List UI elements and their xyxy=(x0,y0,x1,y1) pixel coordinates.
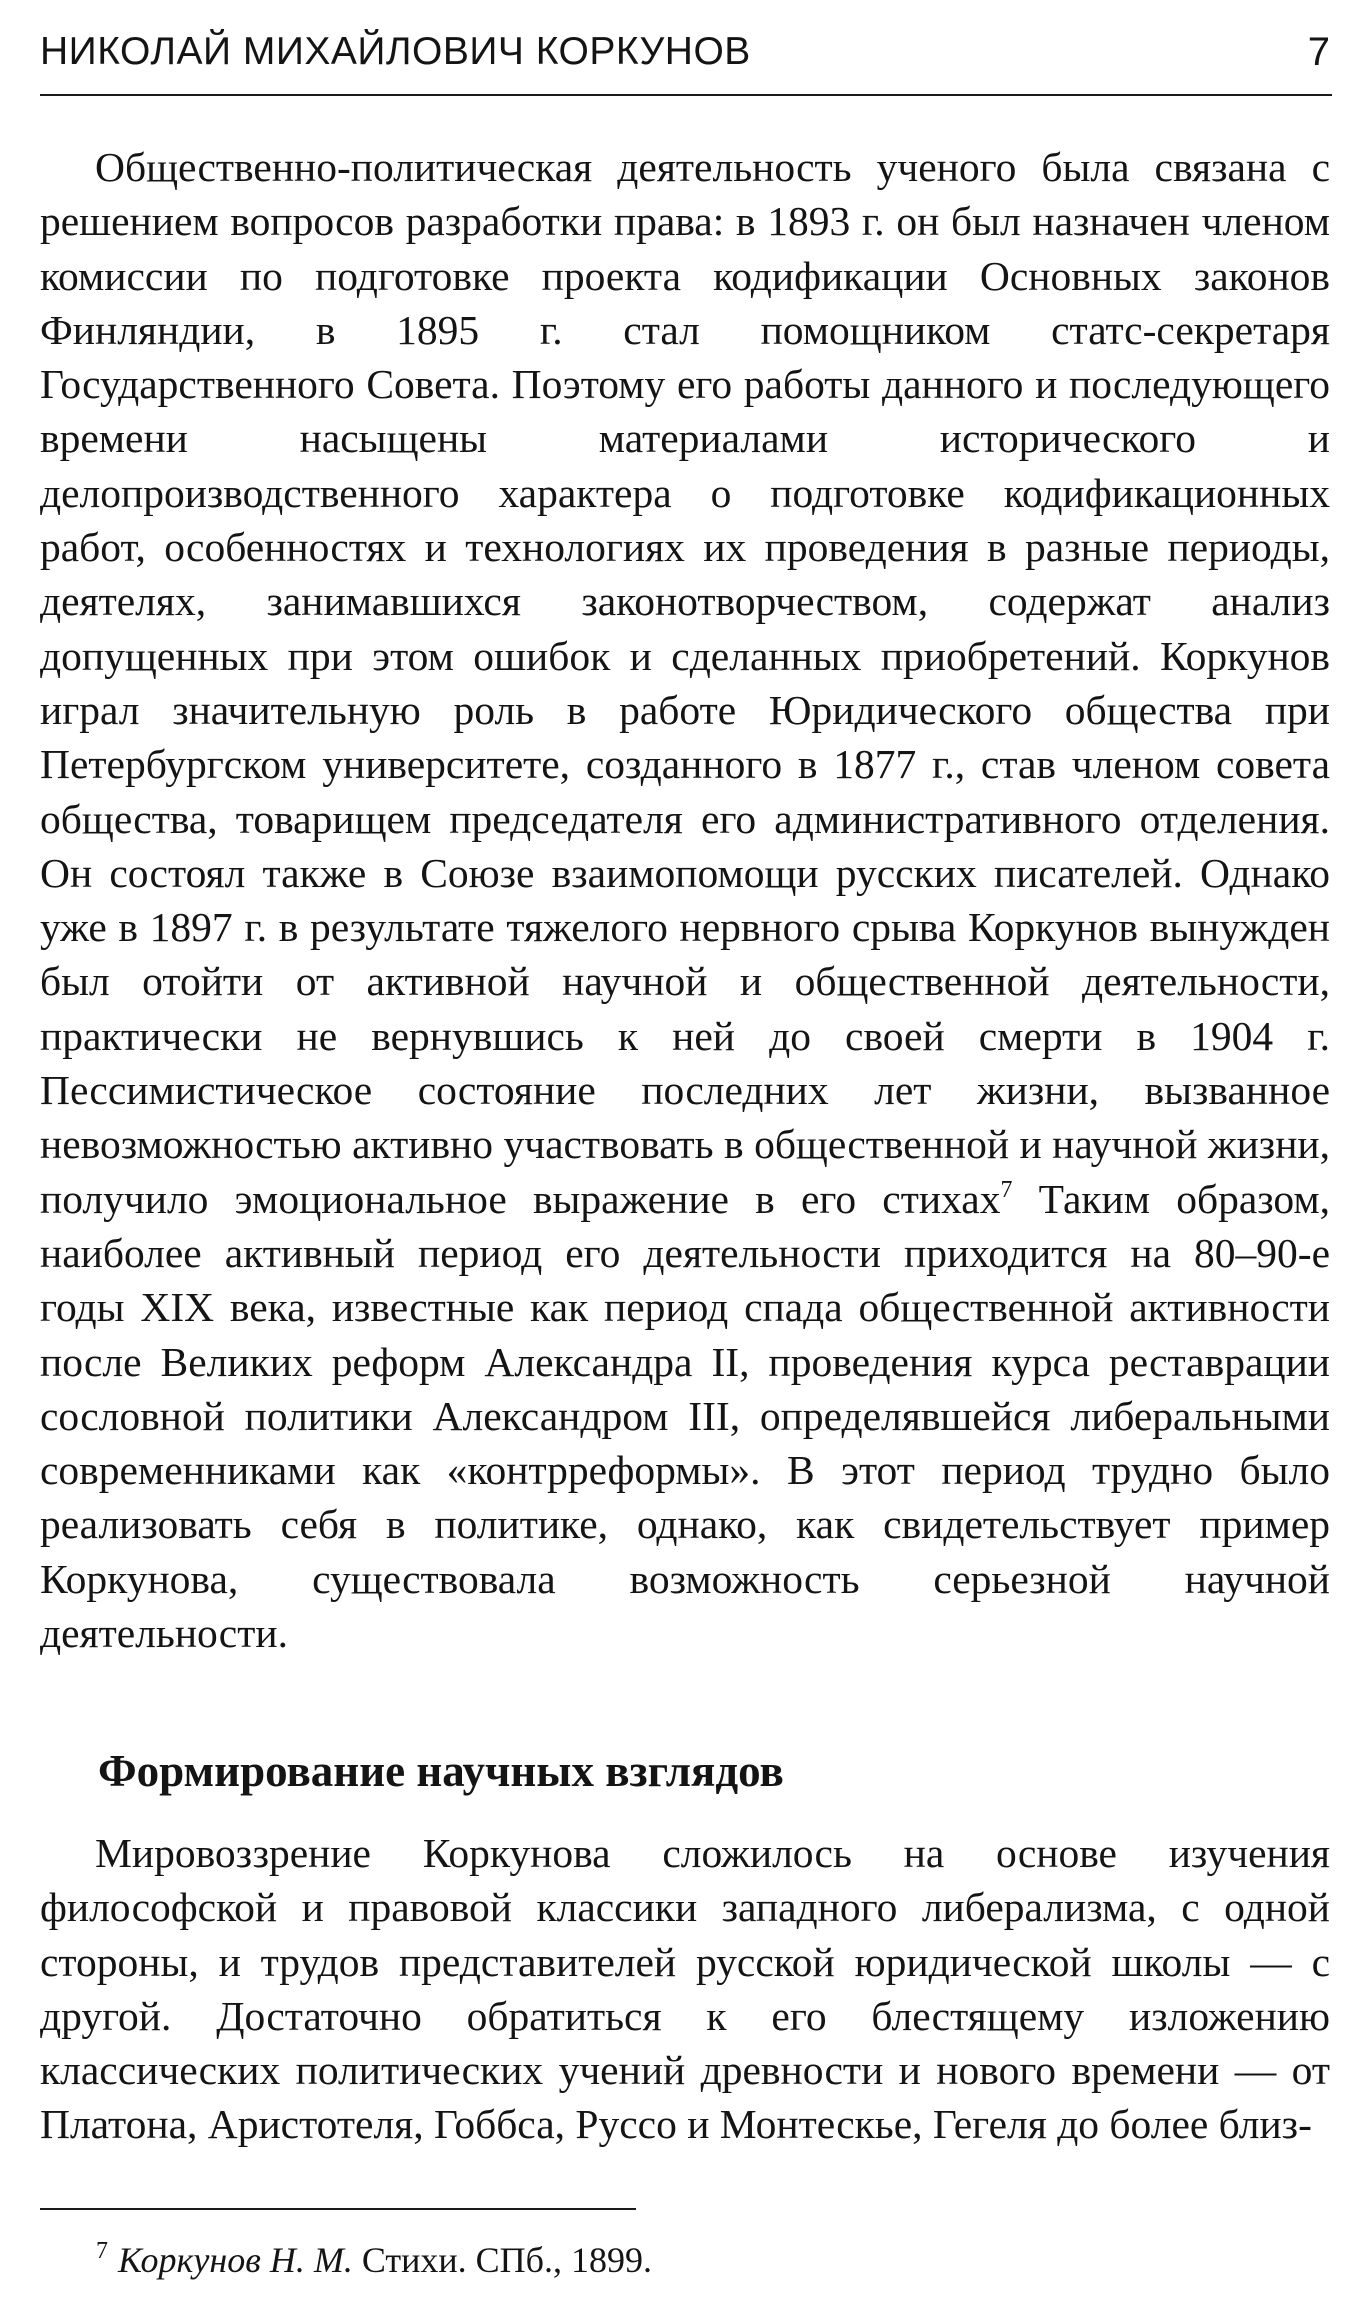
paragraph-text: Общественно-политическая деятельность ученого была связана с решением вопросов разработки права: в 1893 г. он был назначен членом комиссии по подготовке проекта кодификации Основных законов Финляндии, в 1895 г. стал помощником статс-секретаря Государственного Совета. Поэтому его работы данного и последующего времени насыщены материалами исторического и делопроизводственного характера о подготовке кодификационных работ, особенностях и технологиях их проведения в разные периоды, деятелях, занимавшихся законотворчеством, содержат анализ допущенных при этом ошибок и сделанных приобретений. Коркунов играл значительную роль в работе Юридического общества при Петербургском университете, созданного в 1877 г., став членом совета общества, товарищем председателя его административного отделения. Он состоял также в Союзе взаимопомощи русских писателей. Однако уже в 1897 г. в результате тяжелого нервного срыва Коркунов вынужден был отойти от активной научной и общественной деятельности, практически не вернувшись к ней до своей смерти в 1904 г. Пессимистическое состояние последних лет жизни, вызванное невозможностью активно участвовать в общественной и научной жизни, получило эмоциональное выражение в его стихах xyxy=(40,144,1330,1222)
footnote-rule xyxy=(40,2208,636,2210)
section-heading: Формирование научных взглядов xyxy=(98,1746,784,1796)
paragraph xyxy=(40,140,1330,1660)
main-text xyxy=(40,140,1330,1660)
running-head-title: НИКОЛАЙ МИХАЙЛОВИЧ КОРКУНОВ xyxy=(40,30,751,73)
footnote-source: Стихи. СПб., 1899. xyxy=(352,2240,652,2280)
footnote xyxy=(96,2238,652,2281)
section-text xyxy=(40,1826,1330,2152)
running-head xyxy=(40,30,1330,88)
footnote-marker: 7 xyxy=(96,2238,108,2264)
footnote-reference[interactable]: 7 xyxy=(1000,1176,1013,1203)
header-rule xyxy=(40,94,1332,96)
paragraph-text-continued: Таким образом, наиболее активный период его деятельности приходится на 80–90-е годы XIX века, известные как период спада общественной активности после Великих реформ Александра II, проведения курса реставрации сословной политики Александром III, определявшейся либеральными современниками как «контрреформы». В этот период трудно было реализовать себя в политике, однако, как свидетельствует пример Коркунова, существовала возможность серьезной научной деятельности. xyxy=(40,1175,1330,1657)
page-number: 7 xyxy=(1307,30,1330,74)
paragraph: Мировоззрение Коркунова сложилось на основе изучения философской и правовой классики западного либерализма, с одной стороны, и трудов представителей русской юридической школы — с другой. Достаточно обратиться к его блестящему изложению классических политических учений древности и нового времени — от Платона, Аристотеля, Гоббса, Руссо и Монтескье, Гегеля до более близ- xyxy=(40,1830,1330,2148)
footnote-author: Коркунов Н. М. xyxy=(118,2240,353,2280)
